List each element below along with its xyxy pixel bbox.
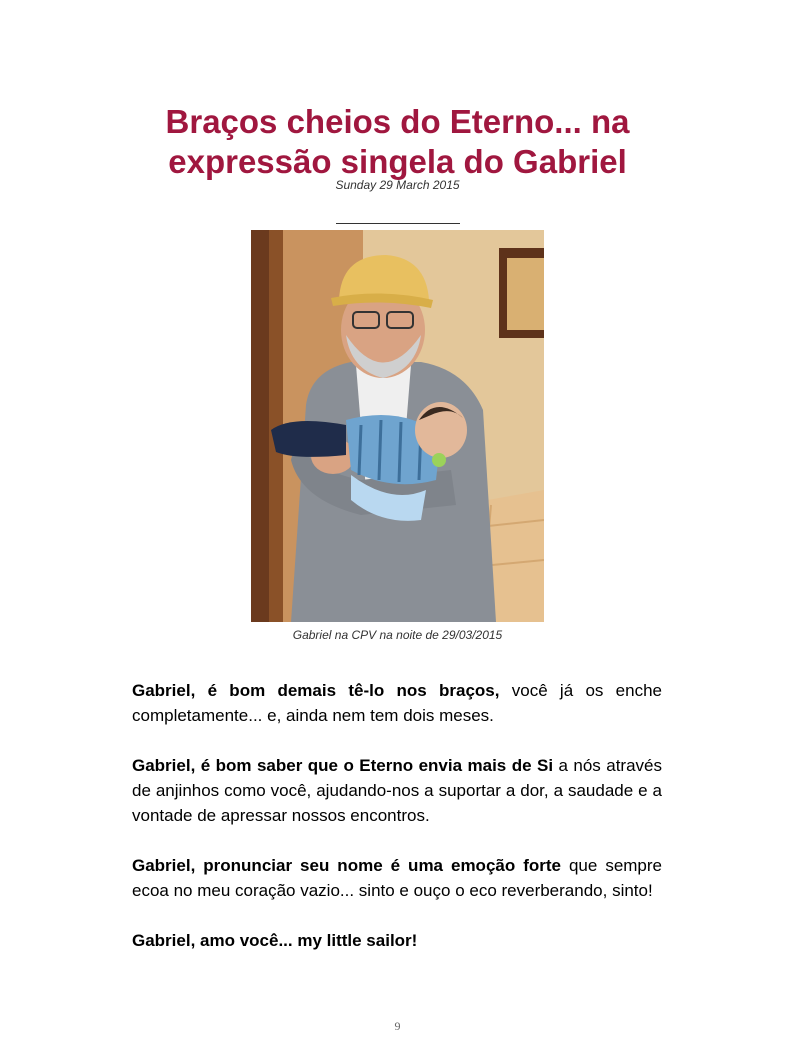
paragraph-bold: Gabriel, é bom saber que o Eterno envia mais de Si [132,756,554,775]
title-line-1: Braços cheios do Eterno... na [165,103,630,140]
article-body [132,678,662,978]
paragraph [132,853,662,903]
photo-man-holding-baby [251,230,544,622]
paragraph [132,753,662,828]
paragraph-bold: Gabriel, amo você... my little sailor! [132,931,418,950]
paragraph-text: você já os enche completamente... e, ainda nem tem dois meses. [132,681,662,725]
post-date: Sunday 29 March 2015 [335,178,460,192]
paragraph [132,678,662,728]
page-title [0,102,795,182]
divider [336,223,460,224]
paragraph-bold: Gabriel, é bom demais tê-lo nos braços, [132,681,500,700]
paragraph [132,928,662,953]
paragraph-text: a nós através de anjinhos como você, ajudando-nos a suportar a dor, a saudade e a vontade de apressar nossos encontros. [132,756,662,825]
paragraph-bold: Gabriel, pronunciar seu nome é uma emoção forte [132,856,561,875]
title-line-2: expressão singela do Gabriel [168,143,627,180]
paragraph-text: que sempre ecoa no meu coração vazio... sinto e ouço o eco reverberando, sinto! [132,856,663,900]
page-number: 9 [394,1019,401,1033]
photo-caption: Gabriel na CPV na noite de 29/03/2015 [292,628,503,642]
